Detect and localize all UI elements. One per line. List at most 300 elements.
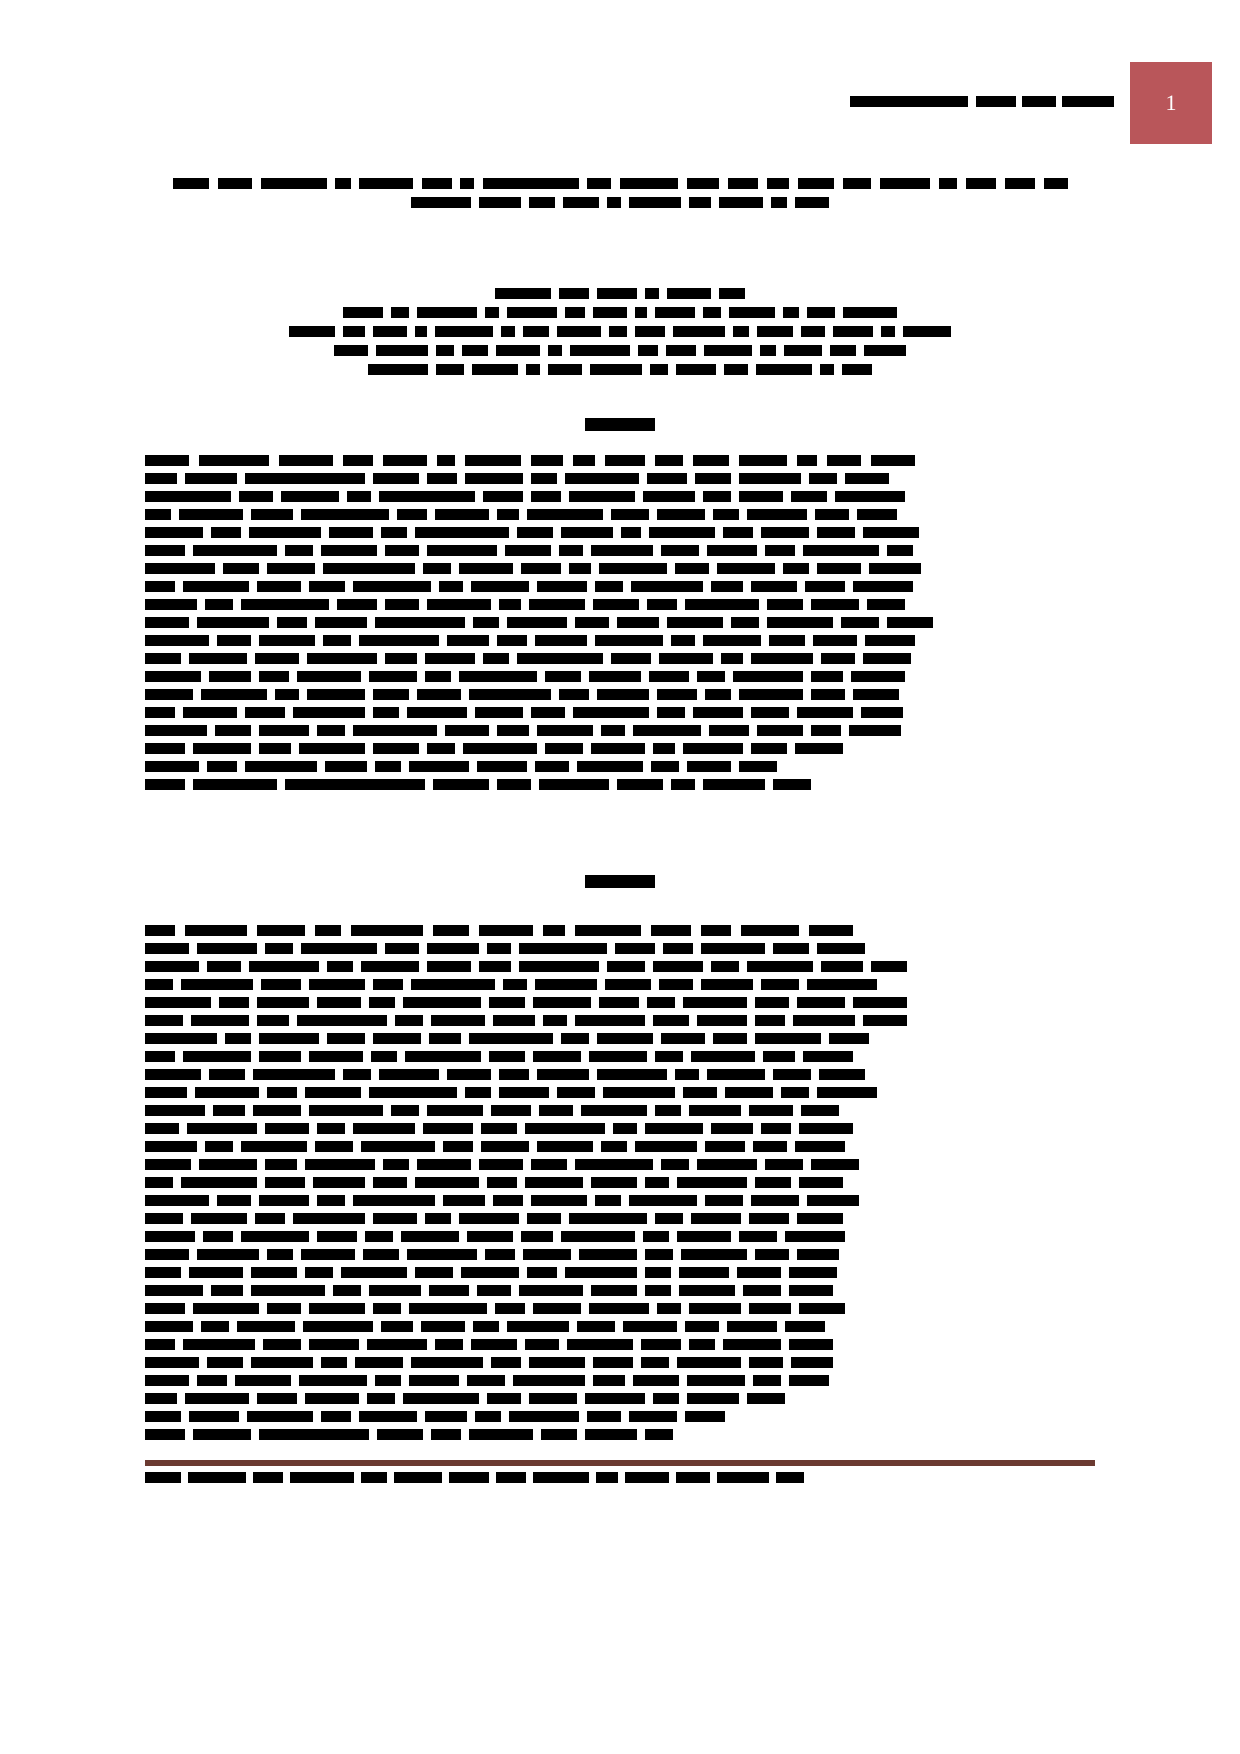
redacted-line [145,761,1095,772]
redacted-text-bar [781,1087,809,1098]
redacted-text-bar [853,689,899,700]
redacted-text-bar [467,1231,513,1242]
redacted-text-bar [849,725,901,736]
redacted-text-bar [677,1177,747,1188]
redacted-text-bar [460,178,474,189]
redacted-line [145,1429,1095,1440]
redacted-text-bar [621,527,641,538]
redacted-text-bar [593,1357,633,1368]
redacted-line [145,527,1095,538]
redacted-text-bar [653,1015,689,1026]
redacted-line [145,1285,1095,1296]
redacted-text-bar [145,1321,193,1332]
redacted-text-bar [565,1267,637,1278]
redacted-text-bar [409,761,469,772]
redacted-text-bar [251,509,293,520]
redacted-text-bar [315,925,341,936]
redacted-text-bar [591,743,645,754]
redacted-text-bar [285,779,425,790]
redacted-text-bar [463,743,537,754]
redacted-text-bar [705,689,731,700]
redacted-text-bar [880,178,930,189]
redacted-text-bar [465,1087,491,1098]
redacted-text-bar [695,473,731,484]
redacted-text-bar [145,961,199,972]
redacted-text-bar [697,1015,747,1026]
redacted-text-bar [145,979,173,990]
redacted-text-bar [521,563,561,574]
redacted-text-bar [645,1285,671,1296]
redacted-text-bar [489,1051,525,1062]
redacted-text-bar [691,1213,741,1224]
redacted-text-bar [533,997,591,1008]
redacted-text-bar [679,1285,735,1296]
redacted-text-bar [435,509,489,520]
redacted-text-bar [653,961,703,972]
redacted-text-bar [535,635,587,646]
redacted-text-bar [433,925,469,936]
redacted-text-bar [595,581,623,592]
redacted-text-bar [655,455,683,466]
redacted-text-bar [259,743,291,754]
redacted-text-bar [673,326,725,337]
redacted-text-bar [517,653,603,664]
redacted-text-bar [181,1177,257,1188]
redacted-text-bar [863,653,911,664]
redacted-text-bar [767,617,833,628]
redacted-text-bar [709,725,749,736]
redacted-text-bar [689,197,711,208]
redacted-text-bar [693,707,743,718]
redacted-text-bar [193,545,277,556]
redacted-text-bar [341,1267,407,1278]
redacted-text-bar [323,635,351,646]
redacted-text-bar [596,1472,618,1483]
redacted-text-bar [657,509,705,520]
redacted-text-bar [195,1087,259,1098]
redacted-text-bar [431,1429,461,1440]
redacted-text-bar [689,1303,741,1314]
redacted-text-bar [499,1087,549,1098]
redacted-text-bar [205,599,233,610]
redacted-text-bar [207,1357,243,1368]
redacted-heading-bar [585,875,655,888]
redacted-line [145,961,1095,972]
redacted-text-bar [811,599,859,610]
redacted-text-bar [523,1249,571,1260]
redacted-line [145,1213,1095,1224]
redacted-text-bar [145,527,203,538]
redacted-text-bar [620,178,678,189]
redacted-text-bar [201,689,267,700]
abstract-heading [0,415,1240,433]
redacted-text-bar [687,178,719,189]
redacted-text-bar [871,455,915,466]
redacted-line [145,1105,1095,1116]
redacted-text-bar [183,707,237,718]
redacted-line [145,1231,1095,1242]
redacted-text-bar [631,581,703,592]
redacted-text-bar [525,1177,583,1188]
redacted-text-bar [739,491,783,502]
redacted-text-bar [425,1213,451,1224]
redacted-text-bar [573,455,595,466]
redacted-text-bar [253,1472,283,1483]
redacted-text-bar [657,689,697,700]
redacted-text-bar [731,617,759,628]
redacted-text-bar [811,1159,859,1170]
redacted-text-bar [427,1105,483,1116]
redacted-text-bar [145,599,197,610]
redacted-text-bar [701,943,765,954]
redacted-text-bar [145,581,175,592]
redacted-text-bar [433,779,489,790]
redacted-text-bar [629,197,681,208]
redacted-text-bar [645,1429,673,1440]
redacted-text-bar [193,743,251,754]
redacted-text-bar [377,1429,423,1440]
redacted-text-bar [733,326,749,337]
redacted-text-bar [887,545,913,556]
redacted-text-bar [309,581,345,592]
redacted-text-bar [371,1051,397,1062]
footer-redacted-note [145,1472,1095,1483]
redacted-text-bar [531,455,563,466]
redacted-text-bar [864,345,906,356]
redacted-text-bar [659,979,693,990]
redacted-text-bar [519,961,599,972]
redacted-text-bar [783,307,799,318]
redacted-text-bar [573,707,649,718]
redacted-text-bar [365,1231,393,1242]
redacted-text-bar [799,1177,843,1188]
redacted-text-bar [469,689,551,700]
redacted-text-bar [675,1069,699,1080]
redacted-text-bar [461,1267,519,1278]
redacted-text-bar [675,563,709,574]
redacted-text-bar [633,725,701,736]
redacted-text-bar [505,545,551,556]
redacted-text-bar [253,1069,335,1080]
redacted-text-bar [613,1123,637,1134]
redacted-text-bar [595,635,663,646]
redacted-text-bar [359,1411,417,1422]
redacted-text-bar [145,455,189,466]
redacted-text-bar [817,563,861,574]
redacted-text-bar [607,197,621,208]
redacted-text-bar [687,1375,745,1386]
redacted-text-bar [285,545,313,556]
redacted-line [145,1033,1095,1044]
redacted-text-bar [797,707,853,718]
redacted-heading-bar [585,418,655,431]
redacted-text-bar [689,1339,715,1350]
redacted-text-bar [647,473,687,484]
redacted-line [145,635,1095,646]
redacted-text-bar [853,581,913,592]
redacted-text-bar [265,1123,309,1134]
redacted-text-bar [462,345,488,356]
redacted-text-bar [797,1213,843,1224]
redacted-text-bar [309,1105,383,1116]
redacted-text-bar [493,1015,535,1026]
redacted-text-bar [843,307,897,318]
redacted-text-bar [257,925,305,936]
redacted-text-bar [309,1339,359,1350]
redacted-text-bar [517,527,553,538]
redacted-text-bar [325,761,367,772]
redacted-text-bar [591,1177,637,1188]
redacted-text-bar [301,943,377,954]
redacted-text-bar [687,1393,739,1404]
redacted-text-bar [265,1159,297,1170]
redacted-text-bar [411,197,471,208]
document-title [150,178,1090,216]
redacted-text-bar [539,779,609,790]
redacted-text-bar [203,1231,233,1242]
redacted-text-bar [529,1393,577,1404]
redacted-text-bar [643,1231,669,1242]
redacted-text-bar [751,653,813,664]
redacted-text-bar [145,1051,175,1062]
redacted-line [150,178,1090,189]
redacted-text-bar [655,1213,683,1224]
redacted-text-bar [655,307,695,318]
redacted-text-bar [383,1159,409,1170]
redacted-text-bar [321,1357,347,1368]
redacted-text-bar [679,1267,729,1278]
redacted-text-bar [265,943,293,954]
redacted-text-bar [685,599,759,610]
redacted-text-bar [145,1213,183,1224]
redacted-text-bar [209,1069,245,1080]
redacted-text-bar [817,1087,877,1098]
redacted-text-bar [245,707,285,718]
redacted-text-bar [334,345,368,356]
redacted-text-bar [557,326,601,337]
redacted-text-bar [559,689,589,700]
redacted-text-bar [651,925,691,936]
redacted-text-bar [713,1033,747,1044]
redacted-text-bar [589,671,641,682]
redacted-text-bar [799,1303,845,1314]
redacted-text-bar [355,1357,403,1368]
redacted-text-bar [807,307,835,318]
introduction-paragraph [145,925,1095,1447]
redacted-text-bar [497,725,529,736]
redacted-text-bar [145,1375,189,1386]
redacted-text-bar [197,617,269,628]
redacted-text-bar [529,599,585,610]
redacted-text-bar [435,326,493,337]
redacted-line [145,725,1095,736]
redacted-text-bar [277,617,307,628]
redacted-text-bar [297,1015,387,1026]
redacted-text-bar [589,1051,647,1062]
redacted-text-bar [493,1195,523,1206]
redacted-text-bar [713,509,739,520]
redacted-text-bar [657,1303,681,1314]
redacted-text-bar [199,455,269,466]
redacted-text-bar [1044,178,1068,189]
redacted-text-bar [531,1195,587,1206]
redacted-text-bar [321,545,377,556]
redacted-text-bar [548,345,562,356]
redacted-text-bar [415,1267,453,1278]
redacted-text-bar [607,961,645,972]
redacted-text-bar [145,509,171,520]
redacted-text-bar [467,1375,505,1386]
redacted-text-bar [843,178,871,189]
redacted-text-bar [705,1141,745,1152]
redacted-text-bar [617,617,659,628]
redacted-line [145,997,1095,1008]
redacted-text-bar [417,1159,471,1170]
redacted-text-bar [293,707,365,718]
redacted-text-bar [793,1015,855,1026]
redacted-text-bar [609,326,627,337]
redacted-text-bar [651,761,679,772]
redacted-text-bar [801,326,825,337]
redacted-line [145,1195,1095,1206]
redacted-text-bar [249,527,321,538]
redacted-line [145,473,1095,484]
redacted-text-bar [523,326,549,337]
redacted-line [145,925,1095,936]
redacted-text-bar [145,473,177,484]
redacted-text-bar [193,779,277,790]
redacted-text-bar [565,473,639,484]
redacted-text-bar [145,1123,179,1134]
redacted-text-bar [579,1249,637,1260]
redacted-text-bar [689,1105,741,1116]
redacted-text-bar [803,545,879,556]
redacted-text-bar [259,1033,319,1044]
redacted-text-bar [863,527,919,538]
redacted-text-bar [173,178,209,189]
redacted-text-bar [499,599,521,610]
redacted-text-bar [369,1087,457,1098]
footer-divider [145,1460,1095,1466]
redacted-text-bar [241,1231,309,1242]
redacted-text-bar [676,1472,710,1483]
redacted-text-bar [798,178,834,189]
redacted-text-bar [257,581,301,592]
redacted-text-bar [559,545,583,556]
redacted-text-bar [303,1321,373,1332]
redacted-text-bar [755,1015,785,1026]
redacted-text-bar [373,473,419,484]
redacted-text-bar [481,1141,529,1152]
redacted-text-bar [373,1033,421,1044]
redacted-text-bar [756,364,812,375]
redacted-text-bar [497,509,519,520]
redacted-text-bar [531,491,561,502]
redacted-text-bar [687,761,731,772]
redacted-text-bar [783,563,809,574]
page-number-badge [1130,62,1212,144]
redacted-text-bar [976,96,1016,107]
redacted-line [145,509,1095,520]
redacted-text-bar [145,671,201,682]
redacted-text-bar [397,509,427,520]
redacted-text-bar [507,307,557,318]
redacted-text-bar [657,707,685,718]
redacted-text-bar [863,1015,907,1026]
redacted-text-bar [235,1375,291,1386]
redacted-text-bar [443,1141,473,1152]
redacted-text-bar [145,1141,197,1152]
redacted-text-bar [723,1339,781,1350]
redacted-text-bar [361,961,419,972]
redacted-text-bar [589,1303,649,1314]
redacted-line [145,1411,1095,1422]
redacted-text-bar [557,1087,595,1098]
redacted-text-bar [789,1267,837,1278]
redacted-text-bar [367,1393,395,1404]
redacted-text-bar [437,455,455,466]
redacted-text-bar [343,455,373,466]
redacted-text-bar [411,1357,483,1368]
redacted-text-bar [257,1015,289,1026]
redacted-text-bar [469,1429,533,1440]
redacted-text-bar [145,1267,181,1278]
redacted-text-bar [145,997,211,1008]
redacted-text-bar [239,491,273,502]
redacted-text-bar [307,653,377,664]
redacted-text-bar [381,1321,413,1332]
redacted-text-bar [361,1472,387,1483]
redacted-text-bar [739,689,803,700]
redacted-text-bar [545,743,583,754]
redacted-text-bar [701,979,753,990]
redacted-line [145,1141,1095,1152]
redacted-text-bar [145,725,207,736]
redacted-text-bar [719,197,763,208]
redacted-text-bar [197,1249,259,1260]
redacted-text-bar [587,178,611,189]
redacted-text-bar [645,1123,703,1134]
redacted-text-bar [211,1285,243,1296]
redacted-text-bar [353,725,437,736]
redacted-text-bar [275,689,299,700]
redacted-text-bar [691,1051,755,1062]
redacted-text-bar [887,617,933,628]
redacted-text-bar [317,1231,357,1242]
redacted-text-bar [676,364,716,375]
redacted-text-bar [145,761,199,772]
redacted-text-bar [577,761,643,772]
redacted-text-bar [297,671,361,682]
redacted-text-bar [776,1472,804,1483]
redacted-text-bar [661,545,699,556]
redacted-text-bar [267,563,315,574]
redacted-text-bar [401,1231,459,1242]
redacted-text-bar [527,1213,561,1224]
redacted-text-bar [183,581,249,592]
redacted-text-bar [509,1411,579,1422]
redacted-text-bar [497,779,531,790]
redacted-text-bar [391,307,409,318]
redacted-text-bar [1022,96,1056,107]
redacted-text-bar [827,455,861,466]
redacted-text-bar [217,1195,251,1206]
redacted-text-bar [871,961,907,972]
redacted-text-bar [423,1123,473,1134]
redacted-text-bar [145,1159,191,1170]
redacted-text-bar [473,1321,499,1332]
redacted-text-bar [543,1015,567,1026]
